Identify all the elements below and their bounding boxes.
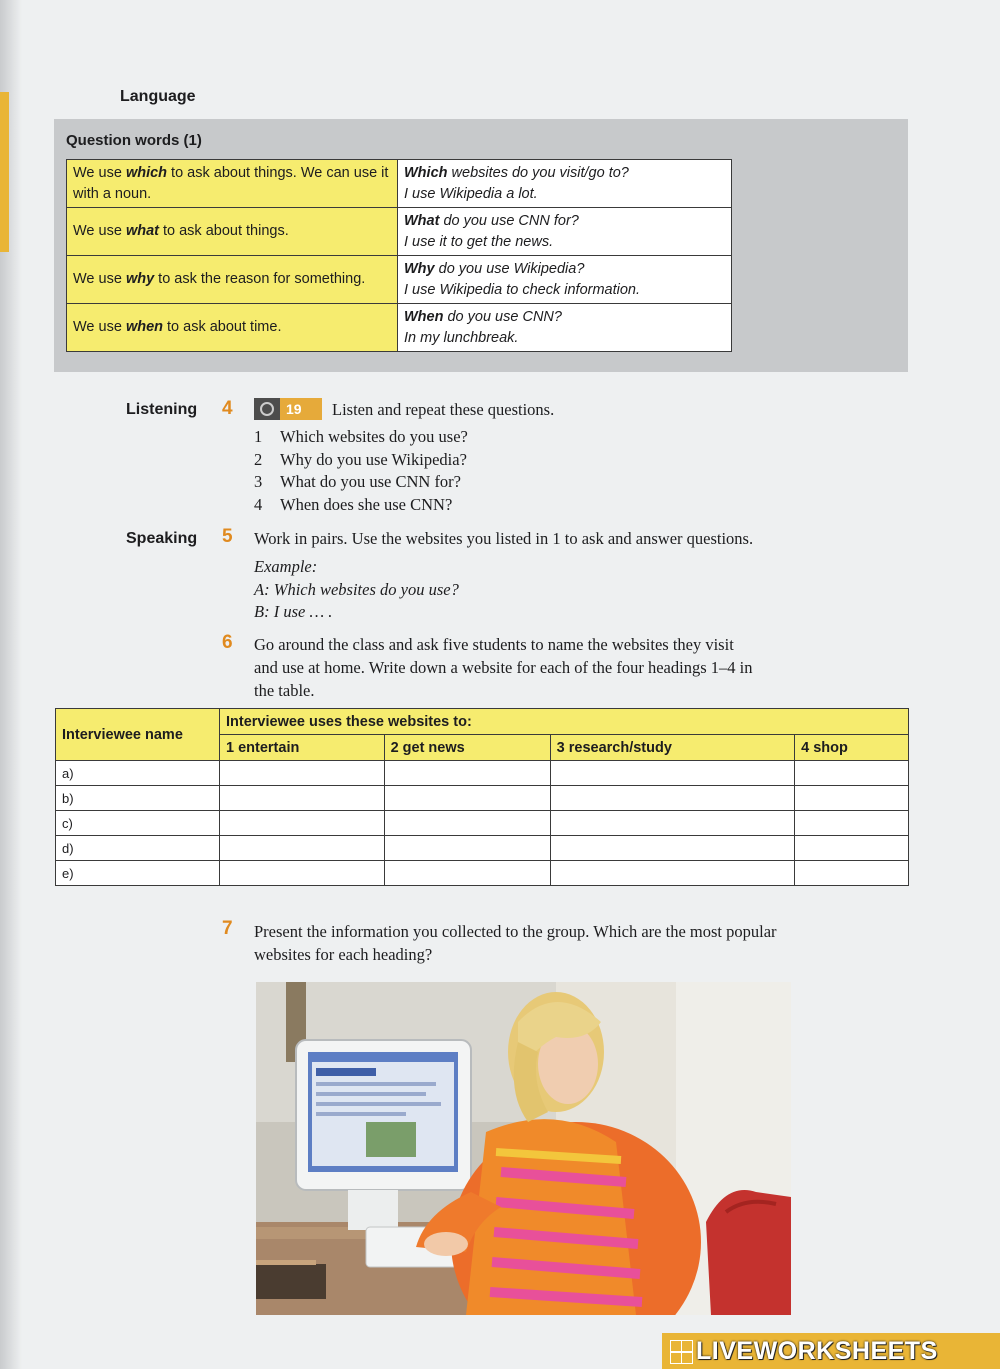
listening-question: [254, 426, 468, 449]
grammar-rule: We use what to ask about things.: [67, 208, 398, 256]
question-number: 4: [254, 495, 263, 515]
question-number: 1: [254, 427, 263, 446]
example-line-b: B: I use … .: [254, 602, 333, 621]
example-question-word: What: [404, 212, 440, 229]
row-label: b): [56, 786, 220, 811]
listening-instruction: Listen and repeat these questions.: [332, 400, 555, 419]
row-label: c): [56, 811, 220, 836]
example-answer: I use Wikipedia to check information.: [404, 281, 641, 298]
answer-cell[interactable]: [384, 761, 550, 786]
task6-line-1: Go around the class and ask five students to name the websites they visit: [254, 635, 734, 654]
example-answer: In my lunchbreak.: [404, 329, 519, 346]
grammar-row: [67, 160, 732, 208]
answer-cell[interactable]: [795, 836, 909, 861]
example-label: Example:: [254, 557, 318, 576]
answer-cell[interactable]: [384, 786, 550, 811]
answer-cell[interactable]: [220, 786, 385, 811]
task7-line-2: websites for each heading?: [254, 945, 433, 964]
grammar-example: What do you use CNN for? I use it to get the news.: [398, 208, 732, 256]
answer-cell[interactable]: [384, 836, 550, 861]
audio-track-button[interactable]: [254, 398, 322, 420]
interview-table: [55, 708, 909, 886]
listening-question-list: [254, 426, 468, 517]
interview-row: [56, 761, 909, 786]
answer-cell[interactable]: [384, 861, 550, 886]
question-number: 2: [254, 449, 263, 469]
interview-row: [56, 786, 909, 811]
grammar-example: When do you use CNN? In my lunchbreak.: [398, 304, 732, 352]
speaking-instruction: Work in pairs. Use the websites you listed in 1 to ask and answer questions.: [254, 529, 754, 548]
answer-cell[interactable]: [220, 811, 385, 836]
grammar-rule: We use why to ask the reason for something.: [67, 256, 398, 304]
website-category-header: 4 shop: [795, 735, 909, 761]
grammar-box: [54, 119, 908, 372]
question-text: Which websites do you use?: [280, 427, 468, 446]
language-heading: Language: [120, 88, 196, 105]
task6-line-2: and use at home. Write down a website for each of the four headings 1–4 in: [254, 658, 753, 677]
speaking-label: Speaking: [126, 530, 198, 547]
answer-cell[interactable]: [550, 761, 794, 786]
answer-cell[interactable]: [795, 811, 909, 836]
liveworksheets-logo-icon: [670, 1340, 692, 1362]
grammar-title: Question words (1): [66, 132, 202, 149]
question-word: why: [125, 271, 155, 287]
interview-row: [56, 836, 909, 861]
interview-row: [56, 861, 909, 886]
question-text: When does she use CNN?: [280, 495, 453, 515]
example-question-word: Which: [404, 164, 448, 181]
grammar-table: [66, 159, 732, 352]
website-category-header: 2 get news: [384, 735, 550, 761]
websites-group-header: Interviewee uses these websites to:: [220, 709, 909, 735]
interviewee-name-header: Interviewee name: [56, 709, 220, 761]
answer-cell[interactable]: [550, 786, 794, 811]
page-edge-tab: [0, 92, 9, 252]
example-question-word: Why: [404, 260, 435, 277]
answer-cell[interactable]: [220, 761, 385, 786]
cd-icon: [254, 398, 280, 420]
grammar-example: Which websites do you visit/go to? I use Wikipedia a lot.: [398, 160, 732, 208]
interview-row: [56, 811, 909, 836]
listening-question: [254, 449, 468, 472]
example-answer: I use it to get the news.: [404, 233, 554, 250]
liveworksheets-logo: [662, 1333, 1000, 1369]
grammar-row: [67, 256, 732, 304]
task6-line-3: the table.: [254, 681, 315, 700]
example-question-word: When: [404, 308, 444, 325]
listening-label: Listening: [126, 401, 198, 418]
question-text: Why do you use Wikipedia?: [280, 449, 467, 469]
woman-at-computer-photo: [256, 982, 791, 1315]
liveworksheets-brand: LIVEWORKSHEETS: [696, 1336, 938, 1365]
question-word: when: [125, 319, 163, 335]
grammar-rule: We use which to ask about things. We can use it with a noun.: [67, 160, 398, 208]
question-text: What do you use CNN for?: [280, 472, 462, 492]
row-label: a): [56, 761, 220, 786]
website-category-header: 1 entertain: [220, 735, 385, 761]
answer-cell[interactable]: [795, 761, 909, 786]
question-word: what: [125, 223, 159, 239]
grammar-row: [67, 208, 732, 256]
answer-cell[interactable]: [795, 786, 909, 811]
answer-cell[interactable]: [550, 836, 794, 861]
answer-cell[interactable]: [220, 836, 385, 861]
grammar-rule: We use when to ask about time.: [67, 304, 398, 352]
example-answer: I use Wikipedia a lot.: [404, 185, 538, 202]
grammar-example: Why do you use Wikipedia? I use Wikipedia to check information.: [398, 256, 732, 304]
audio-track-number: 19: [286, 401, 302, 417]
answer-cell[interactable]: [795, 861, 909, 886]
grammar-row: [67, 304, 732, 352]
answer-cell[interactable]: [550, 811, 794, 836]
answer-cell[interactable]: [220, 861, 385, 886]
website-category-header: 3 research/study: [550, 735, 794, 761]
example-line-a: A: Which websites do you use?: [254, 580, 459, 599]
exercise-4-number: 4: [222, 398, 233, 419]
answer-cell[interactable]: [384, 811, 550, 836]
answer-cell[interactable]: [550, 861, 794, 886]
exercise-7-number: 7: [222, 918, 233, 939]
row-label: d): [56, 836, 220, 861]
exercise-6-number: 6: [222, 632, 233, 653]
question-number: 3: [254, 472, 263, 492]
question-word: which: [125, 164, 168, 181]
listening-question: [254, 494, 468, 517]
task7-line-1: Present the information you collected to the group. Which are the most popular: [254, 922, 777, 941]
exercise-5-number: 5: [222, 526, 233, 547]
listening-question: [254, 471, 468, 494]
row-label: e): [56, 861, 220, 886]
